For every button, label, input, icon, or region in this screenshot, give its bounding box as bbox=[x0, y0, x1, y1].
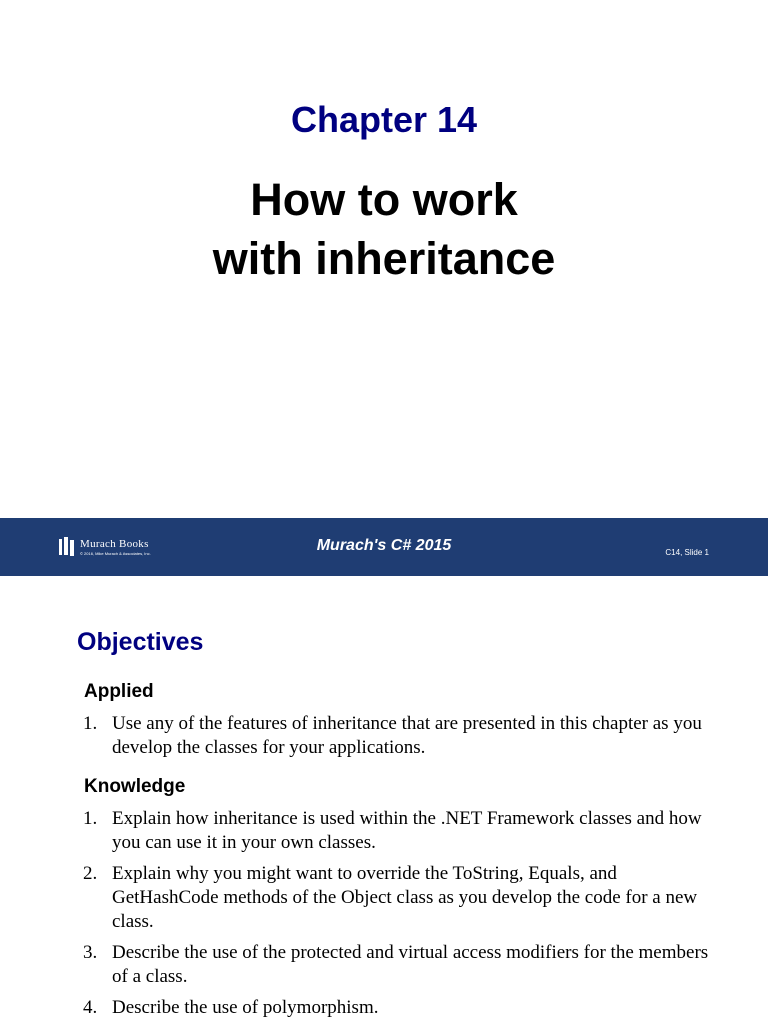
applied-label: Applied bbox=[84, 681, 154, 702]
list-item bbox=[83, 712, 723, 760]
item-number: 4. bbox=[83, 997, 98, 1018]
book-title: Murach's C# 2015 bbox=[316, 537, 452, 554]
applied-list bbox=[83, 712, 723, 767]
list-item bbox=[83, 996, 723, 1020]
slide-footer bbox=[0, 518, 768, 576]
item-number: 1. bbox=[83, 713, 98, 734]
knowledge-label: Knowledge bbox=[84, 776, 186, 797]
item-text: Describe the use of polymorphism. bbox=[112, 997, 379, 1018]
item-text: Explain how inheritance is used within the .NET Framework classes and how you can use it in your own classes. bbox=[112, 808, 702, 853]
item-number: 3. bbox=[83, 942, 98, 963]
item-number: 1. bbox=[83, 808, 98, 829]
list-item bbox=[83, 941, 723, 989]
knowledge-list bbox=[83, 807, 723, 1027]
objectives-slide bbox=[0, 576, 768, 1024]
title-line-1: How to work bbox=[250, 174, 518, 225]
title-line-2: with inheritance bbox=[212, 233, 556, 284]
item-text: Describe the use of the protected and virtual access modifiers for the members of a class. bbox=[112, 942, 709, 987]
item-text: Use any of the features of inheritance that are presented in this chapter as you develop the classes for your applications. bbox=[112, 713, 702, 758]
logo-name: Murach Books bbox=[80, 538, 149, 550]
chapter-number: Chapter 14 bbox=[290, 99, 478, 140]
item-text: Explain why you might want to override the ToString, Equals, and GetHashCode methods of the Object class as you develop the code for a new class. bbox=[112, 863, 698, 932]
item-number: 2. bbox=[83, 863, 98, 884]
list-item bbox=[83, 862, 723, 934]
slide-title bbox=[0, 170, 768, 288]
logo-copyright: © 2016, Mike Murach & Associates, Inc. bbox=[80, 551, 151, 556]
slide-number: C14, Slide 1 bbox=[665, 548, 709, 557]
objectives-heading: Objectives bbox=[77, 628, 204, 656]
list-item bbox=[83, 807, 723, 855]
